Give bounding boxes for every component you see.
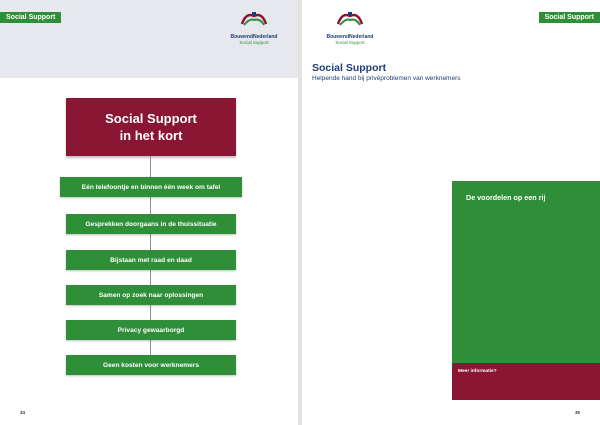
contact-heading: Meer informatie? bbox=[458, 369, 497, 374]
footer-left bbox=[20, 410, 25, 415]
logo-name: BouwendNederland bbox=[326, 34, 374, 40]
contact-box bbox=[452, 363, 600, 400]
step-1: Eén telefoontje en binnen één week om tafel bbox=[60, 177, 242, 197]
logo-sub: Social Support bbox=[335, 40, 365, 45]
left-page bbox=[0, 0, 298, 425]
bouwend-nederland-logo-icon bbox=[336, 10, 364, 28]
logo-right bbox=[320, 10, 380, 45]
header-tag-right: Social Support bbox=[539, 12, 600, 23]
page-number-right: 35 bbox=[574, 410, 580, 415]
logo-name: BouwendNederland bbox=[230, 34, 278, 40]
contact-text bbox=[458, 368, 592, 375]
step-2: Gesprekken doorgaans in de thuissituatie bbox=[66, 214, 236, 234]
step-6: Geen kosten voor werknemers bbox=[66, 355, 236, 375]
voordelen-box bbox=[452, 181, 600, 365]
in-het-kort-line1: Social Support bbox=[105, 111, 197, 126]
in-het-kort-box bbox=[66, 98, 236, 156]
voordelen-heading: De voordelen op een rij bbox=[466, 193, 546, 202]
bouwend-nederland-logo-icon bbox=[240, 10, 268, 28]
footer-right bbox=[575, 410, 580, 415]
in-het-kort-line2: in het kort bbox=[119, 128, 183, 143]
page-number-left: 34 bbox=[20, 410, 26, 415]
logo-sub: Social Support bbox=[239, 40, 269, 45]
logo-left bbox=[224, 10, 284, 45]
header-tag-left: Social Support bbox=[0, 12, 61, 23]
page-title: Social Support bbox=[312, 62, 387, 74]
step-4: Samen op zoek naar oplossingen bbox=[66, 285, 236, 305]
step-3: Bijstaan met raad en daad bbox=[66, 250, 236, 270]
page-subtitle: Helpende hand bij privéproblemen van werknemers bbox=[312, 75, 461, 82]
step-5: Privacy gewaarborgd bbox=[66, 320, 236, 340]
right-page bbox=[302, 0, 600, 425]
